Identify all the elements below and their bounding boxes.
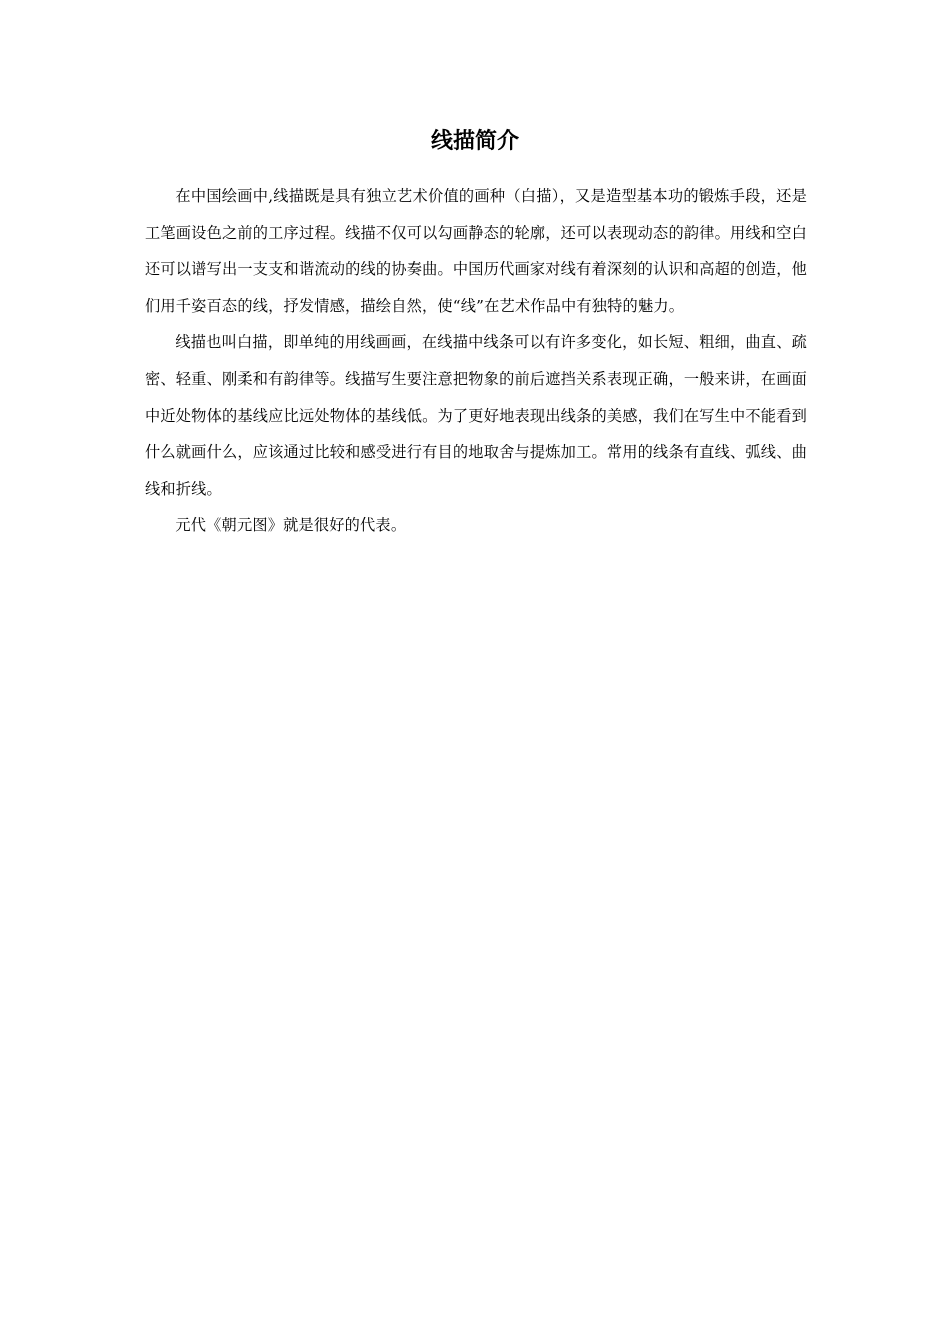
paragraph-example: 元代《朝元图》就是很好的代表。: [175, 516, 407, 535]
document-title: 线描简介: [430, 129, 519, 154]
paragraph-intro: 在中国绘画中,线描既是具有独立艺术价值的画种（白描），又是造型基本功的锻炼手段，还是工笔画设色之前的工序过程。线描不仅可以勾画静态的轮廓，还可以表现动态的韵律。用线和空白还可以谱写出一支支和谐流动的线的协奏曲。中国历代画家对线有着深刻的认识和高超的创造，他们用千姿百态的线，抒发情感，描绘自然，使“线”在艺术作品中有独特的魅力。: [145, 187, 807, 315]
paragraph-baimiao: 线描也叫白描，即单纯的用线画画，在线描中线条可以有许多变化，如长短、粗细，曲直、疏密、轻重、刚柔和有韵律等。线描写生要注意把物象的前后遮挡关系表现正确，一般来讲，在画面中近处物体的基线应比远处物体的基线低。为了更好地表现出线条的美感，我们在写生中不能看到什么就画什么，应该通过比较和感受进行有目的地取舍与提炼加工。常用的线条有直线、弧线、曲线和折线。: [145, 333, 807, 498]
document-body: [145, 178, 807, 544]
